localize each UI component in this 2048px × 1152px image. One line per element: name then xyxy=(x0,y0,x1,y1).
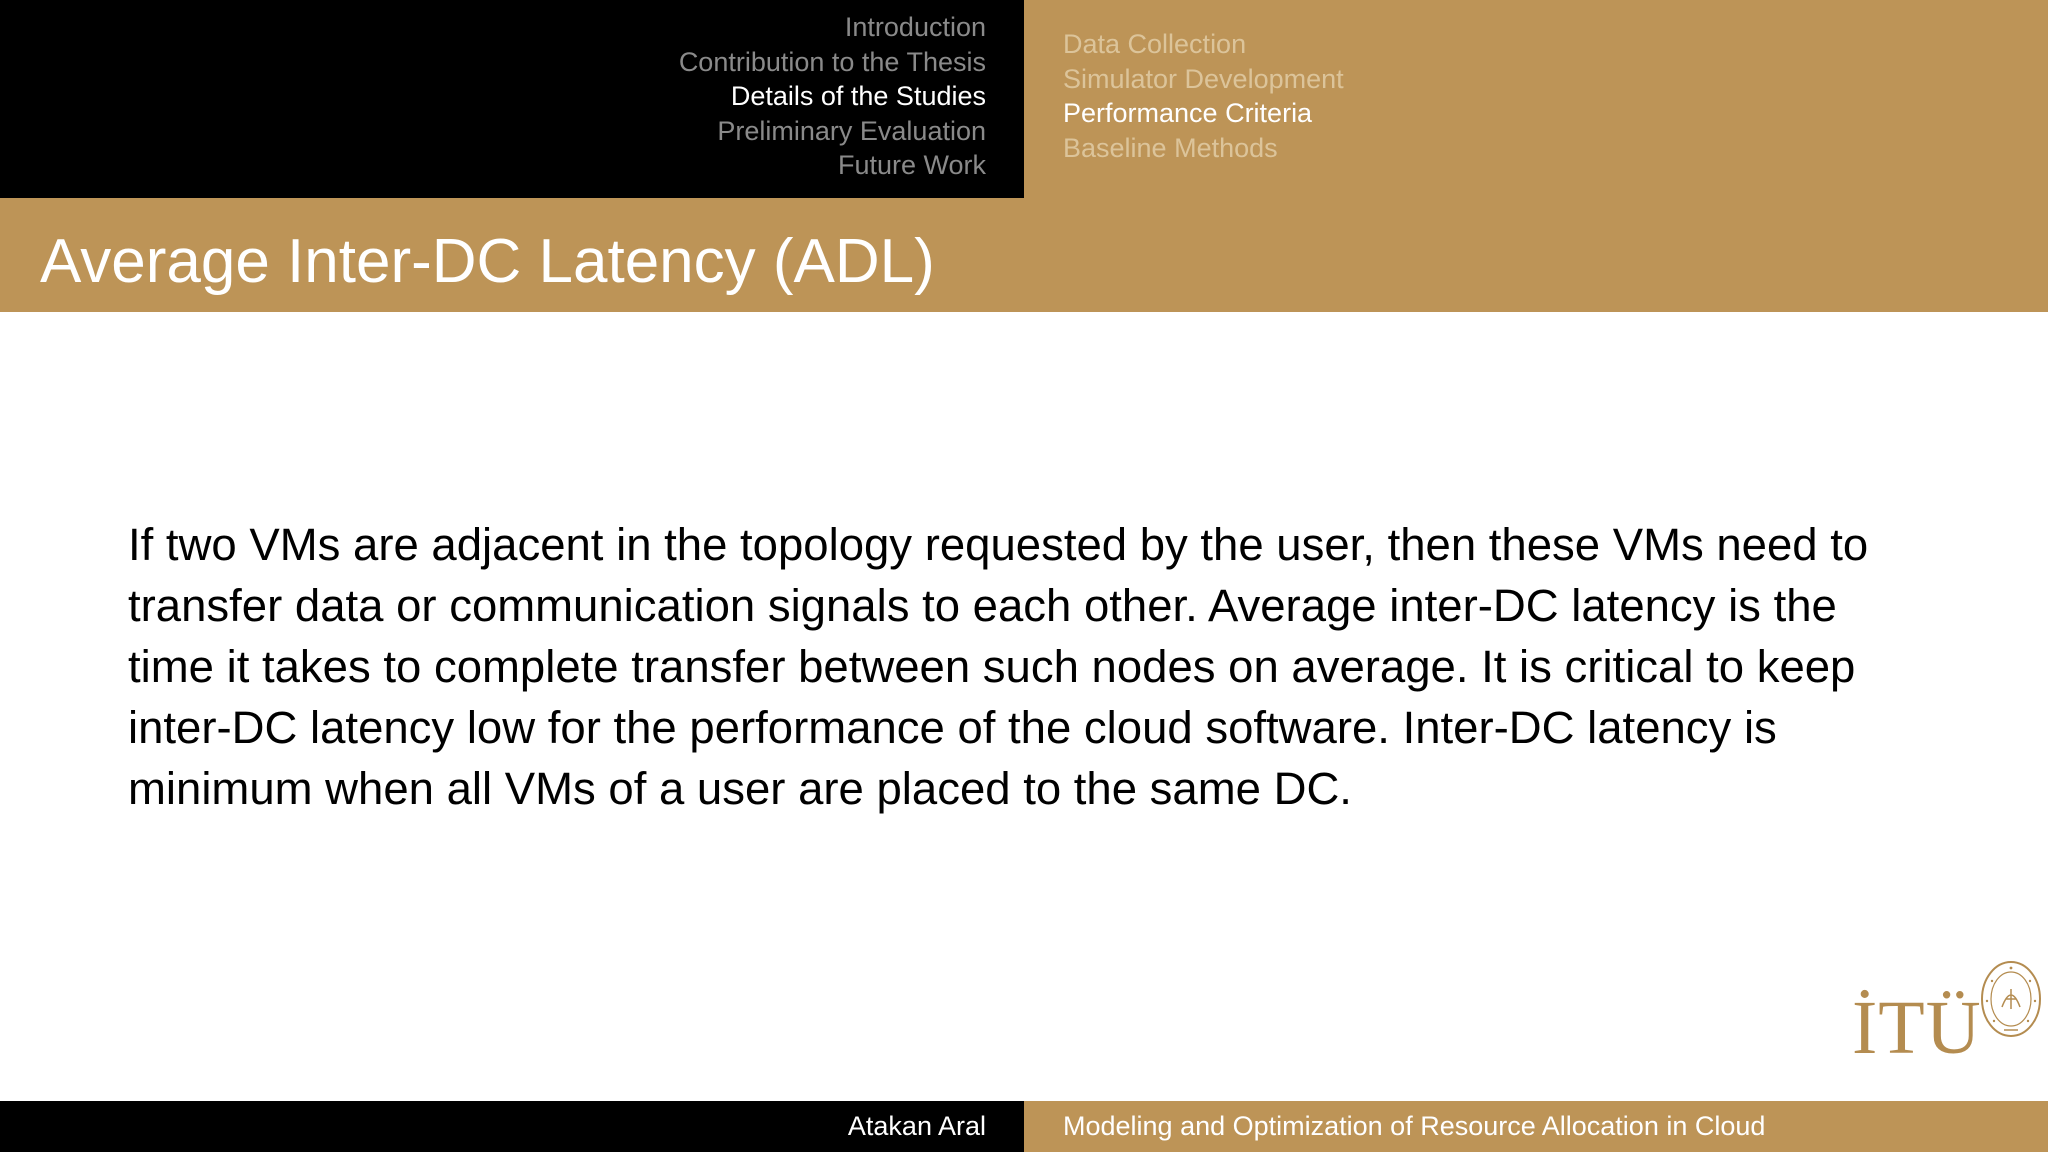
subsection-item-baseline-methods[interactable]: Baseline Methods xyxy=(1063,132,1278,163)
footer-author-panel xyxy=(0,1101,1024,1152)
university-seal-icon xyxy=(1980,959,2042,1039)
footer-title-panel xyxy=(1024,1101,2048,1152)
section-item-introduction[interactable]: Introduction xyxy=(844,12,986,42)
subsection-nav xyxy=(1063,27,1344,165)
itu-logo xyxy=(1852,955,2042,1070)
section-nav xyxy=(679,10,986,183)
footer-presentation-title: Modeling and Optimization of Resource Allocation in Cloud xyxy=(1063,1111,1766,1141)
footer-author: Atakan Aral xyxy=(847,1111,986,1141)
subsection-item-simulator-development[interactable]: Simulator Development xyxy=(1063,63,1344,94)
section-item-future-work[interactable]: Future Work xyxy=(837,150,986,180)
logo-text: İTÜ xyxy=(1852,986,1982,1070)
section-item-contribution[interactable]: Contribution to the Thesis xyxy=(678,46,986,77)
header-subsections-panel xyxy=(1024,0,2048,198)
slide-body-text: If two VMs are adjacent in the topology requested by the user, then these VMs need to transfer data or communication signals to each other. Average inter-DC latency is the time it takes to complete transfer between such nodes on average. It is critical to keep inter-DC latency low for the performance of the cloud software. Inter-DC latency is minimum when all VMs of a user are placed to the same DC. xyxy=(128,519,1869,814)
header-sections-panel xyxy=(0,0,1024,198)
subsection-item-performance-criteria[interactable]: Performance Criteria xyxy=(1063,98,1313,128)
section-item-preliminary-evaluation[interactable]: Preliminary Evaluation xyxy=(717,115,986,146)
subsection-item-data-collection[interactable]: Data Collection xyxy=(1063,29,1247,59)
slide-title: Average Inter-DC Latency (ADL) xyxy=(40,227,935,296)
section-item-details[interactable]: Details of the Studies xyxy=(730,81,986,111)
